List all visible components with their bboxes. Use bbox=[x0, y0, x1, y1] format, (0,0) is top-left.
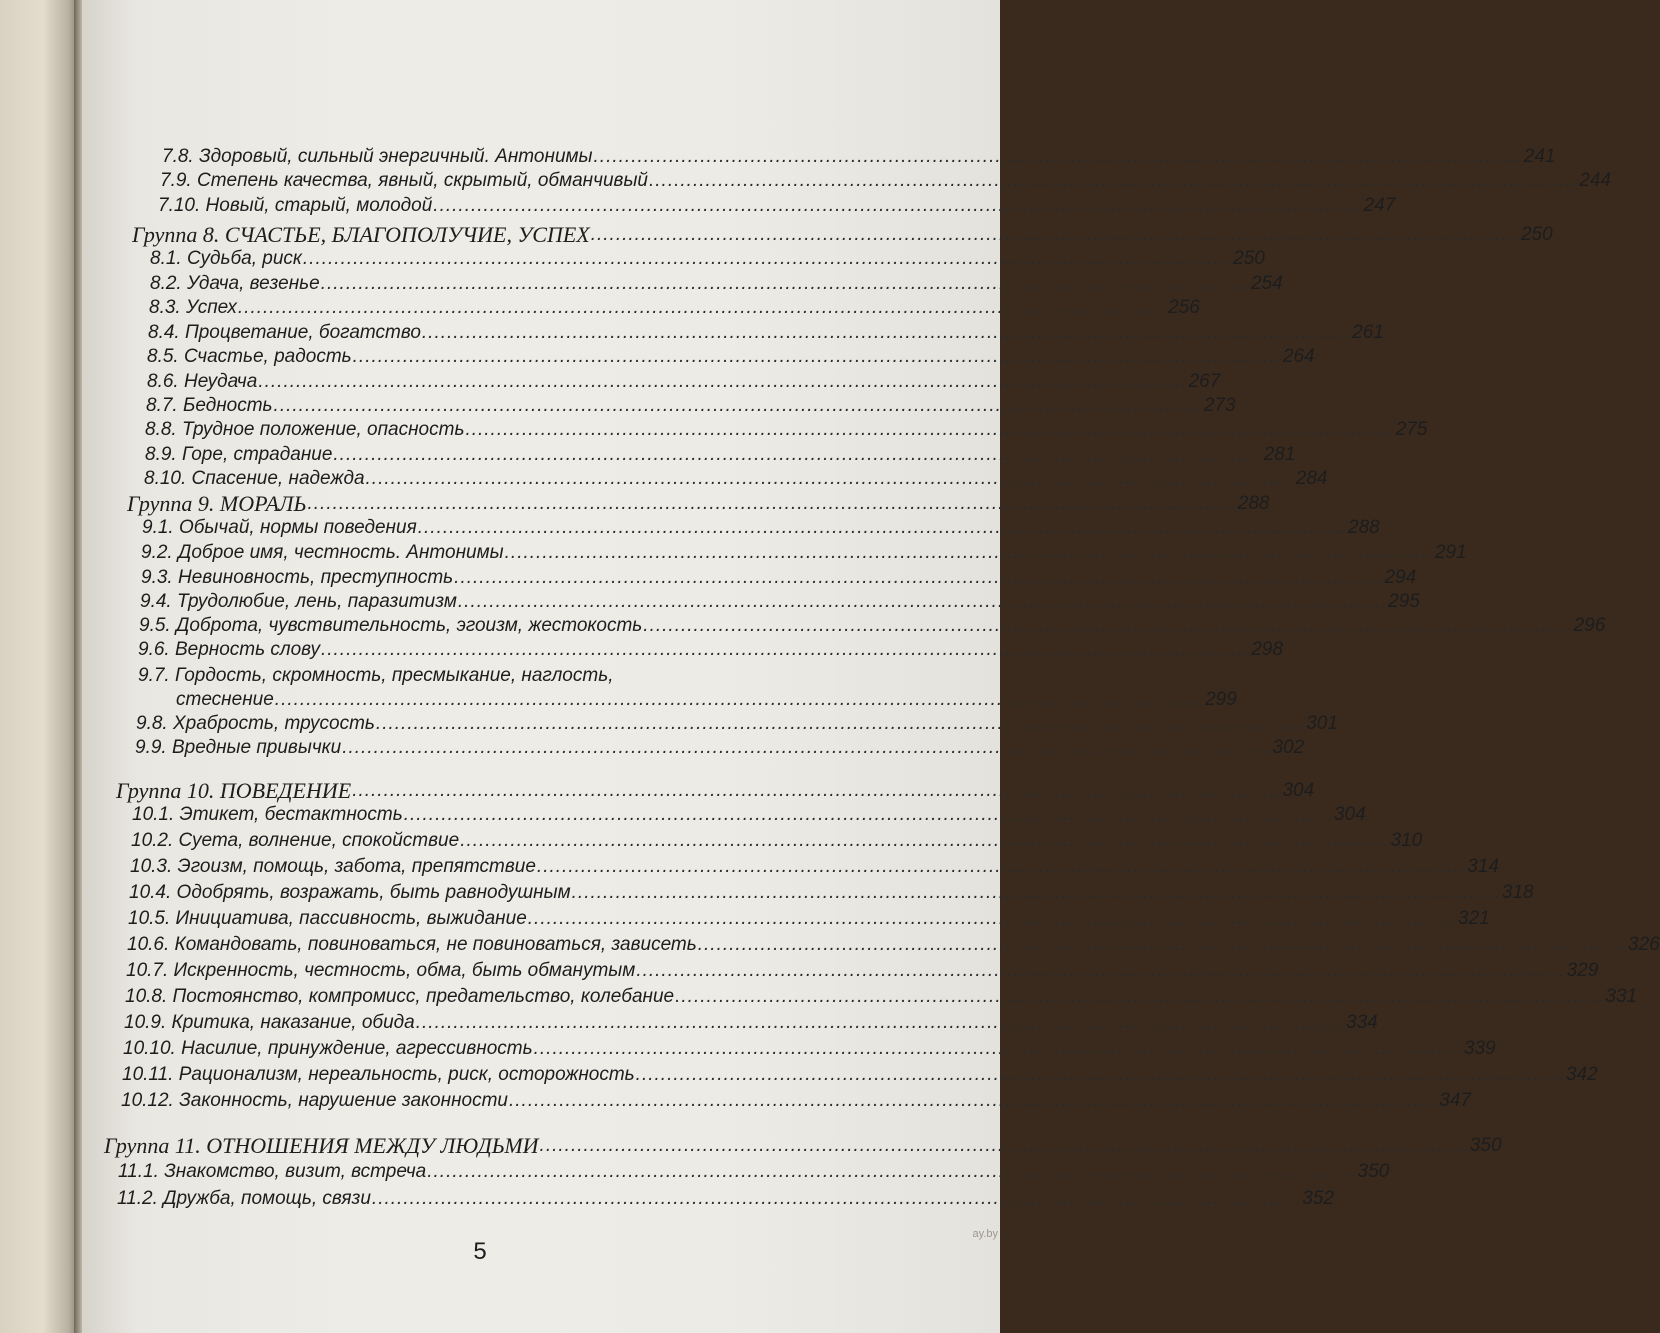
toc-entry bbox=[123, 1037, 1496, 1061]
dot-leader: .................................................................................................................................................... bbox=[433, 195, 1363, 216]
toc-entry-page: 295 bbox=[1388, 591, 1420, 612]
toc-entry-title: 8.8. Трудное положение, опасность bbox=[145, 419, 465, 440]
toc-entry-page: 342 bbox=[1565, 1064, 1598, 1085]
dot-leader: .................................................................................................................................................... bbox=[509, 1090, 1439, 1111]
toc-group-title: Группа 9. МОРАЛЬ bbox=[127, 491, 307, 516]
dot-leader: .................................................................................................................................................... bbox=[533, 1038, 1463, 1059]
toc-entry-title: 9.4. Трудолюбие, лень, паразитизм bbox=[140, 591, 457, 612]
toc-entry-page: 331 bbox=[1605, 986, 1638, 1007]
toc-entry-title: 8.9. Горе, страдание bbox=[145, 444, 333, 465]
toc-entry-page: 321 bbox=[1458, 908, 1490, 929]
dot-leader: .................................................................................................................................................... bbox=[636, 960, 1566, 981]
toc-group-title: Группа 11. ОТНОШЕНИЯ МЕЖДУ ЛЮДЬМИ bbox=[104, 1133, 539, 1158]
toc-entry-title: 10.3. Эгоизм, помощь, забота, препятствие bbox=[130, 856, 536, 877]
dot-leader: .................................................................................................................................................... bbox=[365, 468, 1295, 489]
dot-leader: .................................................................................................................................................... bbox=[403, 804, 1333, 825]
dot-leader: .................................................................................................................................................... bbox=[274, 689, 1205, 710]
dot-leader: .................................................................................................................................................... bbox=[697, 934, 1628, 955]
toc-entry bbox=[149, 296, 1200, 320]
toc-entry-page: 296 bbox=[1573, 615, 1606, 636]
dot-leader: .................................................................................................................................................... bbox=[675, 986, 1605, 1007]
toc-entry-title: 9.8. Храбрость, трусость bbox=[136, 713, 375, 734]
toc-entry-page: 301 bbox=[1306, 713, 1338, 734]
toc-entry-title: 10.8. Постоянство, компромисс, предательство, колебание bbox=[125, 986, 675, 1007]
toc-entry-title: 10.12. Законность, нарушение законности bbox=[121, 1090, 508, 1111]
toc-entry-title: 8.4. Процветание, богатство bbox=[148, 322, 421, 343]
toc-group-title: Группа 8. СЧАСТЬЕ, БЛАГОПОЛУЧИЕ, УСПЕХ bbox=[132, 222, 590, 247]
toc-entry-title: 9.9. Вредные привычки bbox=[135, 737, 342, 758]
toc-entry-page: 299 bbox=[1205, 689, 1237, 710]
toc-entry-page: 352 bbox=[1302, 1188, 1334, 1209]
toc-entry-title: 7.9. Степень качества, явный, скрытый, обманчивый bbox=[160, 170, 648, 191]
dot-leader: .................................................................................................................................................... bbox=[460, 830, 1390, 851]
toc-entry-title: 9.6. Верность слову bbox=[138, 639, 320, 660]
toc-entry bbox=[142, 516, 1380, 540]
toc-entry-page: 264 bbox=[1282, 346, 1315, 367]
toc-entry-page: 273 bbox=[1203, 395, 1236, 416]
toc-entry bbox=[176, 688, 1237, 712]
toc-entry bbox=[141, 566, 1417, 590]
toc-entry-page: 267 bbox=[1188, 371, 1221, 392]
toc-entry-page: 288 bbox=[1348, 517, 1380, 538]
dot-leader: .................................................................................................................................................... bbox=[273, 395, 1203, 416]
toc-group-title: Группа 10. ПОВЕДЕНИЕ bbox=[116, 778, 352, 803]
toc-entry bbox=[160, 169, 1611, 193]
toc-entry-page: 241 bbox=[1523, 146, 1556, 167]
toc-entry-title: 9.5. Доброта, чувствительность, эгоизм, жестокость bbox=[139, 615, 643, 636]
toc-entry-title: 10.9. Критика, наказание, обида bbox=[124, 1012, 415, 1033]
toc-entry bbox=[128, 907, 1490, 931]
toc-entry bbox=[117, 1187, 1334, 1211]
toc-entry bbox=[145, 443, 1296, 467]
toc-entry-title: 10.2. Суета, волнение, спокойствие bbox=[131, 830, 460, 851]
toc-entry bbox=[132, 803, 1366, 827]
dot-leader: .................................................................................................................................................... bbox=[427, 1161, 1357, 1182]
dot-leader: .................................................................................................................................................... bbox=[417, 517, 1347, 538]
dot-leader: .................................................................................................................................................... bbox=[415, 1012, 1345, 1033]
toc-entry bbox=[138, 638, 1283, 662]
toc-entry-title: 8.10. Спасение, надежда bbox=[144, 468, 365, 489]
toc-entry-title: 10.4. Одобрять, возражать, быть равнодушным bbox=[129, 882, 571, 903]
toc-entry bbox=[147, 345, 1315, 369]
dot-leader: .................................................................................................................................................... bbox=[504, 542, 1434, 563]
toc-entry-page: 291 bbox=[1434, 542, 1467, 563]
toc-entry-title: 10.6. Командовать, повиноваться, не повиноваться, зависеть bbox=[127, 934, 697, 955]
dot-leader: .................................................................................................................................................... bbox=[465, 419, 1395, 440]
dot-leader: .................................................................................................................................................... bbox=[457, 591, 1388, 612]
toc-entry-title: 10.7. Искренность, честность, обма, быть обманутым bbox=[126, 960, 636, 981]
toc-entry bbox=[140, 590, 1420, 614]
toc-entry bbox=[162, 145, 1556, 169]
toc-entry-title: 10.5. Инициатива, пассивность, выжидание bbox=[128, 908, 527, 929]
toc-entry bbox=[144, 467, 1328, 491]
toc-group-heading bbox=[132, 222, 1553, 248]
toc-group-page: 304 bbox=[1282, 780, 1315, 801]
toc-entry-title: 7.10. Новый, старый, молодой bbox=[158, 195, 433, 216]
toc-entry-title: 7.8. Здоровый, сильный энергичный. Антонимы bbox=[162, 146, 593, 167]
toc-entry-title: 8.6. Неудача bbox=[147, 371, 258, 392]
toc-group-page: 288 bbox=[1237, 493, 1270, 514]
dot-leader: .................................................................................................................................................... bbox=[237, 297, 1168, 318]
dot-leader: .................................................................................................................................................... bbox=[371, 1188, 1302, 1209]
toc-entry-page: 314 bbox=[1467, 856, 1499, 877]
dot-leader: .................................................................................................................................................... bbox=[454, 567, 1384, 588]
toc-entry bbox=[130, 855, 1499, 879]
dot-leader: .................................................................................................................................................... bbox=[536, 856, 1467, 877]
toc-entry-page: 254 bbox=[1250, 273, 1283, 294]
toc-entry bbox=[139, 614, 1606, 638]
dot-leader: .................................................................................................................................................... bbox=[342, 737, 1272, 758]
toc-entry-page: 339 bbox=[1463, 1038, 1496, 1059]
dot-leader: .................................................................................................................................................... bbox=[635, 1064, 1565, 1085]
toc-entry-page: 326 bbox=[1628, 934, 1660, 955]
toc-entry-title: 8.7. Бедность bbox=[146, 395, 273, 416]
toc-entry bbox=[125, 985, 1638, 1009]
toc-group-heading bbox=[104, 1133, 1502, 1159]
toc-group-heading bbox=[116, 778, 1315, 804]
toc-entry-title: 10.11. Рационализм, нереальность, риск, осторожность bbox=[122, 1064, 635, 1085]
toc-entry-page: 250 bbox=[1233, 248, 1265, 269]
toc-entry-title: 9.1. Обычай, нормы поведения bbox=[142, 517, 417, 538]
toc-entry bbox=[150, 272, 1283, 296]
toc-entry bbox=[131, 829, 1423, 853]
page-number: 5 bbox=[473, 1238, 487, 1265]
toc-entry-title: 10.1. Этикет, бестактность bbox=[132, 804, 403, 825]
toc-entry-page: 302 bbox=[1272, 737, 1305, 758]
dot-leader: .................................................................................................................................................... bbox=[571, 882, 1501, 903]
watermark: ay.by bbox=[972, 1228, 998, 1240]
toc-entry-title: 9.2. Доброе имя, честность. Антонимы bbox=[141, 542, 504, 563]
toc-entry bbox=[158, 194, 1396, 218]
toc-group-page: 250 bbox=[1520, 224, 1553, 245]
toc-entry bbox=[118, 1160, 1390, 1184]
dot-leader: .................................................................................................................................................... bbox=[320, 273, 1250, 294]
toc-entry-page: 310 bbox=[1390, 830, 1423, 851]
dot-leader: .................................................................................................................................................... bbox=[258, 371, 1188, 392]
dot-leader: .................................................................................................................................................... bbox=[320, 639, 1251, 660]
dot-leader: .................................................................................................................................................... bbox=[375, 713, 1306, 734]
toc-entry-page: 247 bbox=[1363, 195, 1396, 216]
dot-leader: .................................................................................................................................................... bbox=[539, 1135, 1469, 1156]
toc-entry bbox=[129, 881, 1534, 905]
dot-leader: .................................................................................................................................................... bbox=[333, 444, 1263, 465]
toc-group-page: 350 bbox=[1469, 1135, 1502, 1156]
toc-entry-title: 10.10. Насилие, принуждение, агрессивность bbox=[123, 1038, 533, 1059]
toc-entry-title: 8.2. Удача, везенье bbox=[150, 273, 320, 294]
toc-entry-page: 281 bbox=[1263, 444, 1296, 465]
toc-entry-title: 8.3. Успех bbox=[149, 297, 237, 318]
toc-entry bbox=[135, 736, 1305, 760]
toc-entry-title: 9.7. Гордость, скромность, пресмыкание, наглость, bbox=[138, 665, 614, 686]
toc-entry-page: 256 bbox=[1168, 297, 1200, 318]
toc-entry-title: 9.3. Невиновность, преступность bbox=[141, 567, 454, 588]
dot-leader: .................................................................................................................................................... bbox=[307, 493, 1237, 514]
toc-entry-page: 329 bbox=[1566, 960, 1599, 981]
toc-entry-page: 294 bbox=[1384, 567, 1417, 588]
toc-entry-page: 284 bbox=[1295, 468, 1328, 489]
dot-leader: .................................................................................................................................................... bbox=[527, 908, 1458, 929]
toc-entry bbox=[122, 1063, 1598, 1087]
dot-leader: .................................................................................................................................................... bbox=[593, 146, 1523, 167]
toc-entry-page: 304 bbox=[1333, 804, 1366, 825]
dot-leader: .................................................................................................................................................... bbox=[352, 780, 1282, 801]
toc-entry bbox=[136, 712, 1338, 736]
toc-entry bbox=[145, 418, 1428, 442]
toc-entry bbox=[126, 959, 1599, 983]
toc-entry-page: 275 bbox=[1395, 419, 1428, 440]
toc-entry-page: 334 bbox=[1346, 1012, 1378, 1033]
toc-entry-page: 347 bbox=[1439, 1090, 1471, 1111]
dot-leader: .................................................................................................................................................... bbox=[352, 346, 1282, 367]
dot-leader: .................................................................................................................................................... bbox=[649, 170, 1579, 191]
toc-entry-page: 261 bbox=[1352, 322, 1384, 343]
toc-entry bbox=[124, 1011, 1378, 1035]
toc-group-heading bbox=[127, 491, 1270, 517]
toc-entry-title: 11.1. Знакомство, визит, встреча bbox=[118, 1161, 427, 1182]
dot-leader: .................................................................................................................................................... bbox=[302, 248, 1233, 269]
dot-leader: .................................................................................................................................................... bbox=[643, 615, 1573, 636]
dot-leader: .................................................................................................................................................... bbox=[421, 322, 1352, 343]
toc-entry-page: 244 bbox=[1579, 170, 1611, 191]
toc-entry bbox=[146, 394, 1236, 418]
toc-entry bbox=[148, 321, 1384, 345]
toc-entry-title-continued: стеснение bbox=[176, 689, 274, 710]
toc-entry bbox=[147, 370, 1221, 394]
toc-entry bbox=[127, 933, 1660, 957]
toc-entry-title: 8.1. Судьба, риск bbox=[150, 248, 302, 269]
toc-entry-page: 318 bbox=[1501, 882, 1534, 903]
toc-entry-title: 8.5. Счастье, радость bbox=[147, 346, 352, 367]
toc-entry-page: 350 bbox=[1357, 1161, 1390, 1182]
dot-leader: .................................................................................................................................................... bbox=[590, 224, 1520, 245]
toc-entry-page: 298 bbox=[1251, 639, 1283, 660]
toc-entry bbox=[141, 541, 1467, 565]
toc-entry-title: 11.2. Дружба, помощь, связи bbox=[117, 1188, 371, 1209]
toc-entry bbox=[150, 247, 1265, 271]
toc-entry bbox=[121, 1089, 1471, 1113]
